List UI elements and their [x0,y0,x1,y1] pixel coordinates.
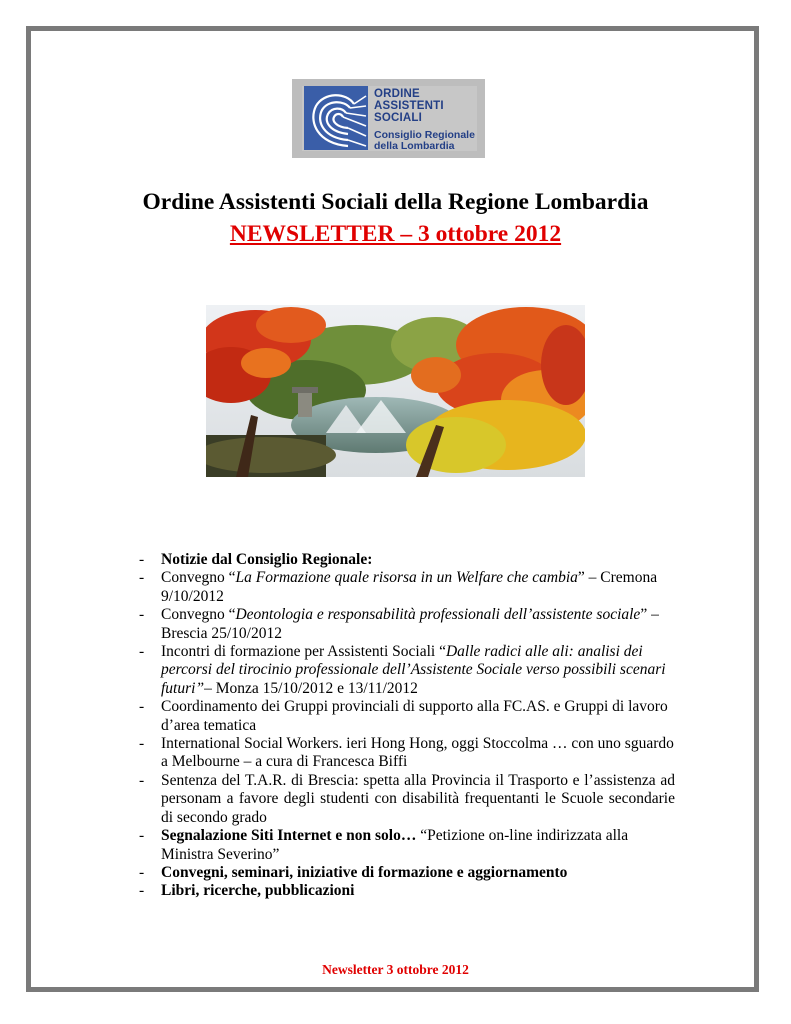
item-text: Convegno “ [161,569,236,587]
item-text: Libri, ricerche, pubblicazioni [161,882,355,900]
item-text: Convegno “ [161,606,236,624]
newsletter-date-heading: NEWSLETTER – 3 ottobre 2012 [229,221,562,247]
list-item [139,643,675,698]
page-title: Ordine Assistenti Sociali della Regione Lombardia [142,189,649,215]
list-item [139,864,675,882]
bullet-dash: - [139,863,145,881]
spiral-shell-icon [304,86,368,150]
bullet-dash: - [139,827,145,845]
item-text: Coordinamento dei Gruppi provinciali di supporto alla FC.AS. e Gruppi di lavoro d’area tematica [161,698,668,734]
list-item [139,772,675,827]
item-text: Incontri di formazione per Assistenti Sociali “ [161,643,446,661]
logo-line-lombardia: della Lombardia [374,140,455,152]
list-item [139,551,675,569]
bullet-dash: - [139,698,145,716]
bullet-dash: - [139,569,145,587]
list-item [139,882,675,900]
list-item [139,606,675,643]
list-item [139,698,675,735]
item-bold-title: Segnalazione Siti Internet e non solo… [161,827,417,845]
item-text: ” – Cremona 9/10/2012 [161,569,658,605]
list-item [139,735,675,772]
item-text: – Monza 15/10/2012 e 13/11/2012 [204,679,418,697]
list-item [139,569,675,606]
item-text: ” – Brescia 25/10/2012 [161,606,659,642]
news-items-list [139,551,675,901]
logo-line-ordine: ORDINE [374,88,420,100]
bullet-dash: - [139,882,145,900]
item-text: Notizie dal Consiglio Regionale: [161,551,373,568]
bullet-dash: - [139,643,145,661]
logo-line-sociali: SOCIALI [374,112,423,124]
bullet-dash: - [139,771,145,789]
bullet-dash: - [139,551,145,568]
bullet-dash: - [139,606,145,624]
logo-line-assistenti: ASSISTENTI [374,100,444,112]
page-footer: Newsletter 3 ottobre 2012 [322,962,469,977]
item-text: International Social Workers. ieri Hong Hong, oggi Stoccolma … con uno sguardo a Melbourne – a cura di Francesca Biffi [161,735,674,771]
item-italic-title: Deontologia e responsabilità professionali dell’assistente sociale [235,606,641,624]
logo-line-consiglio: Consiglio Regionale [374,129,475,141]
autumn-garden-photo [206,305,585,477]
item-text: Sentenza del T.A.R. di Brescia: spetta alla Provincia il Trasporto e l’assistenza ad personam a favore degli studenti con disabilità frequentanti le Scuole secondarie di secondo grado [161,771,675,826]
item-text: “Petizione on-line indirizzata alla Ministra Severino” [161,827,629,863]
logo [292,79,485,158]
logo-panel [302,86,477,151]
bullet-dash: - [139,735,145,753]
list-item [139,827,675,864]
item-text: Convegni, seminari, iniziative di formazione e aggiornamento [161,863,568,881]
item-italic-title: Dalle radici alle ali: analisi dei percorsi del tirocinio professionale dell’Assistente Sociale verso possibili scenari futuri” [161,643,666,697]
logo-text [374,88,480,152]
item-italic-title: La Formazione quale risorsa in un Welfare che cambia [235,569,578,587]
